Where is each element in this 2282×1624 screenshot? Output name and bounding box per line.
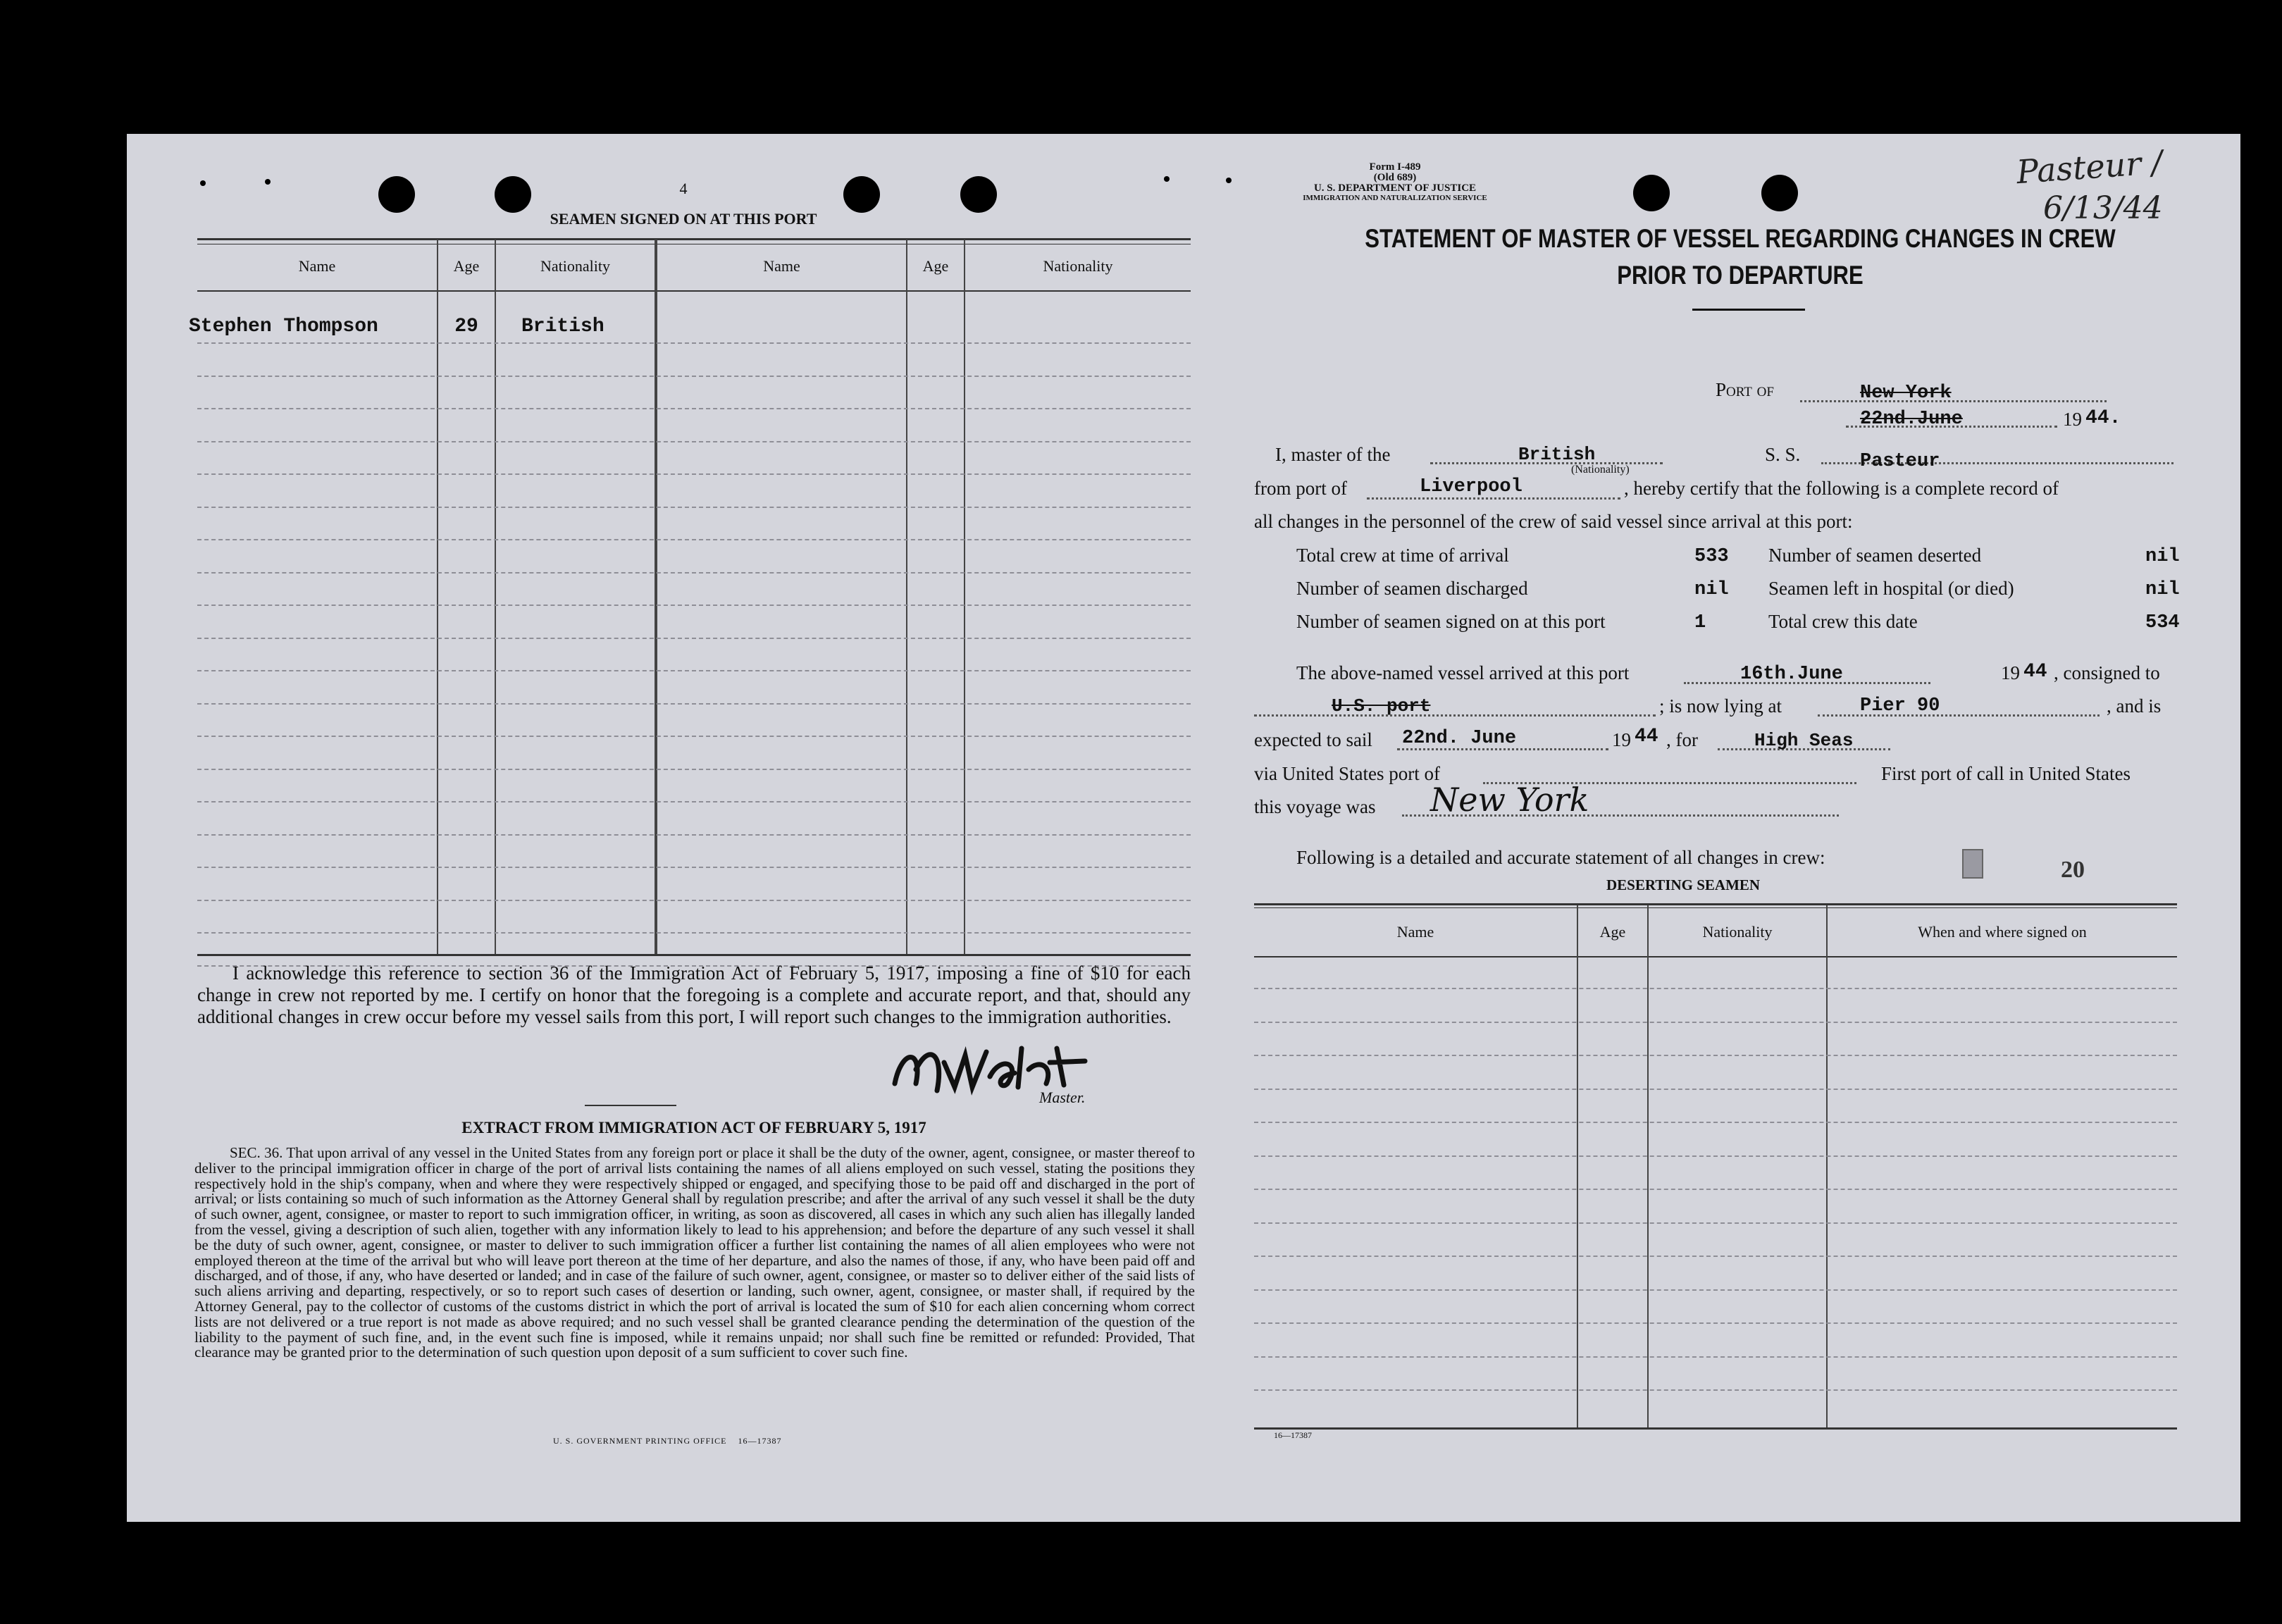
service: IMMIGRATION AND NATURALIZATION SERVICE — [1303, 194, 1487, 202]
stat-value: 534 — [2145, 612, 2180, 633]
ss-label: S. S. — [1765, 444, 1801, 465]
table-row-line — [197, 605, 1191, 606]
following-text: Following is a detailed and accurate statement of all changes in crew: — [1296, 847, 1825, 868]
column-header-age-2: Age — [922, 257, 949, 275]
year-prefix: 19 — [2063, 409, 2082, 430]
port-line — [1800, 400, 2107, 402]
column-divider — [1826, 905, 1828, 1427]
table-top-rule — [197, 238, 1191, 240]
table-row-line — [1254, 988, 2177, 989]
stat-label: Number of seamen discharged — [1296, 578, 1528, 599]
via-label: via United States port of — [1254, 763, 1440, 784]
stat-label: Number of seamen signed on at this port — [1296, 611, 1606, 632]
table-row-line — [1254, 1155, 2177, 1157]
deserting-header-name: Name — [1396, 923, 1434, 941]
table-row-line — [197, 736, 1191, 737]
port-value: New York — [1860, 383, 1952, 404]
deserting-header-nationality: Nationality — [1702, 923, 1773, 941]
nationality-value: British — [1518, 444, 1596, 465]
stat-label: Total crew this date — [1768, 611, 1918, 632]
consigned-label: , consigned to — [2054, 662, 2160, 683]
page-number: 4 — [679, 180, 688, 197]
section-title: SEAMEN SIGNED ON AT THIS PORT — [550, 210, 817, 228]
from-port-label: from port of — [1254, 478, 1347, 499]
department: U. S. DEPARTMENT OF JUSTICE — [1313, 182, 1477, 194]
signature-divider — [585, 1105, 676, 1106]
table-row-line — [197, 900, 1191, 901]
this-voyage-value: New York — [1430, 781, 1589, 819]
table-row-line — [197, 834, 1191, 836]
table-row-line — [197, 473, 1191, 475]
arrived-value: 16th.June — [1740, 664, 1843, 685]
column-header-name-2: Name — [763, 257, 800, 275]
form-header — [1254, 162, 1536, 202]
column-divider-double — [655, 240, 657, 954]
deserting-table-top — [1254, 903, 2177, 905]
stat-label: Seamen left in hospital (or died) — [1768, 578, 2014, 599]
stat-label: Total crew at time of arrival — [1296, 545, 1509, 566]
destination-value: High Seas — [1754, 730, 1854, 751]
table-bottom-rule — [197, 954, 1191, 956]
column-divider — [906, 240, 907, 954]
column-header-nationality: Nationality — [540, 257, 610, 275]
table-row-line — [197, 670, 1191, 671]
consigned-value: U.S. port — [1332, 695, 1431, 717]
table-row-line — [197, 408, 1191, 409]
first-port-label: First port of call in United States — [1881, 763, 2131, 784]
table-row-line — [197, 441, 1191, 442]
arrived-label: The above-named vessel arrived at this port — [1296, 662, 1630, 683]
table-row-line — [197, 932, 1191, 934]
table-row-line — [1254, 1289, 2177, 1291]
deserting-header-signed-on: When and where signed on — [1918, 923, 2087, 941]
column-divider — [437, 240, 438, 954]
table-row-line — [1254, 1122, 2177, 1123]
stat-value: 1 — [1694, 612, 1706, 633]
column-divider — [495, 240, 496, 954]
and-is-label: , and is — [2107, 695, 2162, 717]
nationality-caption: (Nationality) — [1571, 464, 1630, 476]
stamp-number: 20 — [2061, 857, 2085, 883]
deserting-table-top-thin — [1254, 907, 2177, 908]
stat-value: 533 — [1694, 546, 1729, 567]
deserting-header-rule — [1254, 956, 2177, 957]
handwritten-vessel-note: Pasteur / — [2015, 142, 2164, 192]
from-port-value: Liverpool — [1420, 476, 1523, 497]
table-row-line — [197, 572, 1191, 574]
stat-label: Number of seamen deserted — [1768, 545, 1982, 566]
stat-value: nil — [2145, 546, 2180, 567]
table-row-line — [1254, 1256, 2177, 1257]
column-divider — [1577, 905, 1578, 1427]
table-row-line — [1254, 1356, 2177, 1358]
table-row-line — [1254, 1322, 2177, 1324]
table-row-line — [197, 801, 1191, 802]
seaman-age: 29 — [454, 316, 478, 337]
year-value: 44. — [2085, 407, 2121, 429]
expected-label: expected to sail — [1254, 729, 1372, 750]
arrived-year: 44 — [2023, 661, 2047, 683]
arrived-year-prefix: 19 — [2001, 662, 2020, 683]
lying-value: Pier 90 — [1860, 695, 1940, 717]
table-row-line — [197, 507, 1191, 508]
extract-title: EXTRACT FROM IMMIGRATION ACT OF FEBRUARY 5, 1917 — [461, 1119, 926, 1136]
master-signature — [888, 1027, 1127, 1105]
speck — [1226, 178, 1232, 183]
stat-value: nil — [2145, 579, 2180, 600]
stamp-mark — [1962, 849, 1983, 879]
punch-hole — [1761, 175, 1798, 211]
form-title-line2: PRIOR TO DEPARTURE — [1617, 261, 1864, 290]
master-label: Master. — [1039, 1089, 1086, 1106]
master-of-label: I, master of the — [1275, 444, 1391, 465]
certify-text: , hereby certify that the following is a complete record of — [1624, 478, 2059, 499]
table-row-line — [1254, 1189, 2177, 1190]
old-form-number: (Old 689) — [1373, 172, 1417, 183]
column-divider — [964, 240, 965, 954]
column-header-name: Name — [298, 257, 336, 275]
table-row-line — [197, 376, 1191, 377]
table-header-rule — [197, 290, 1191, 292]
extract-text: SEC. 36. That upon arrival of any vessel in the United States from any foreign port or place it shall be the duty of the owner, agent, consignee, or master thereof to deliver to the principal immigration officer in charge of the port of arrival lists containing the names of all aliens employed on such vessel, stating the positions they respectively hold in the ship's company, when and where they were respectively shipped or engaged, and specifying those to be paid off and discharged in the port of arrival; or lists containing so much of such information as the Attorney General shall by regulation prescribe; and after the arrival of any such vessel it shall be the duty of such owner, agent, consignee, or master to report to such immigration officer, in writing, as soon as discovered, all cases in which any such alien has illegally landed from the vessel, giving a description of such alien, together with any information likely to lead to his apprehension; and before the departure of any such vessel it shall be the duty of such owner, agent, consignee, or master to deliver to such immigration officer a further list containing the names of all alien employees who were not employed thereon at the time of the arrival but who will leave port thereon at the time of her departure, and also the names of those, if any, who have been paid off and discharged, and of those, if any, who have deserted or landed; and in case of the failure of such owner, agent, consignee, or master so to deliver either of the said lists of such aliens arriving and departing, respectively, or so to report such cases of desertion or landing, such owner, agent, consignee, or master shall, if required by the Attorney General, pay to the collector of customs of the customs district in which the port of arrival is located the sum of $10 for each alien concerning whom correct lists are not delivered or a true report is not made as above required; and no such vessel shall be granted clearance pending the determination of the question of the liability to the payment of such fine, and, in the event such fine is imposed, while it remains unpaid; nor shall such fine be remitted or refunded: Provided, That clearance may be granted prior to the determination of such question upon deposit of a sum sufficient to cover such fine. — [194, 1144, 1195, 1361]
title-underline — [1692, 309, 1805, 311]
stat-value: nil — [1694, 579, 1729, 600]
document-sheet — [127, 134, 2240, 1522]
date-value: 22nd.June — [1860, 409, 1963, 430]
lying-label: ; is now lying at — [1659, 695, 1782, 717]
seaman-name: Stephen Thompson — [189, 316, 378, 337]
consigned-line — [1254, 714, 1656, 717]
table-row-line — [197, 539, 1191, 540]
table-row-line — [197, 342, 1191, 344]
vessel-value: Pasteur — [1860, 451, 1940, 472]
printing-code: 16—17387 — [1274, 1430, 1312, 1440]
table-row-line — [1254, 1089, 2177, 1090]
deserting-header-age: Age — [1599, 923, 1626, 941]
handwritten-date-note: 6/13/44 — [2043, 190, 2163, 226]
form-number: Form I-489 — [1369, 161, 1421, 173]
table-row-line — [1254, 1055, 2177, 1056]
form-title-line1: STATEMENT OF MASTER OF VESSEL REGARDING CHANGES IN CREW — [1365, 224, 2116, 253]
table-row-line — [197, 638, 1191, 639]
port-label: Port of — [1716, 379, 1774, 400]
table-row-line — [197, 703, 1191, 705]
for-label: , for — [1666, 729, 1698, 750]
column-header-age: Age — [453, 257, 480, 275]
column-divider — [1647, 905, 1649, 1427]
expected-year: 44 — [1635, 726, 1658, 748]
table-row-line — [1254, 1389, 2177, 1391]
table-row-line — [1254, 1222, 2177, 1224]
punch-hole — [1633, 175, 1670, 211]
deserting-table-bottom — [1254, 1427, 2177, 1430]
from-port-line — [1367, 497, 1620, 500]
table-row-line — [197, 769, 1191, 770]
table-row-line — [197, 867, 1191, 868]
expected-year-prefix: 19 — [1612, 729, 1631, 750]
printing-office: U. S. GOVERNMENT PRINTING OFFICE 16—17387 — [553, 1436, 782, 1446]
acknowledgement-text: I acknowledge this reference to section 36 of the Immigration Act of February 5, 1917, imposing a fine of $10 for each change in crew not reported by me. I certify on honor that the foregoing is a complete and accurate report, and that, should any additional changes in crew occur before my vessel sails from this port, I will report such changes to the immigration authorities. — [197, 962, 1191, 1027]
this-voyage-label: this voyage was — [1254, 796, 1376, 817]
deserting-title: DESERTING SEAMEN — [1606, 876, 1761, 893]
certify-text-2: all changes in the personnel of the crew of said vessel since arrival at this port: — [1254, 511, 1853, 532]
expected-value: 22nd. June — [1402, 728, 1517, 749]
seaman-nationality: British — [521, 316, 604, 337]
table-row-line — [1254, 1022, 2177, 1023]
column-header-nationality-2: Nationality — [1043, 257, 1113, 275]
